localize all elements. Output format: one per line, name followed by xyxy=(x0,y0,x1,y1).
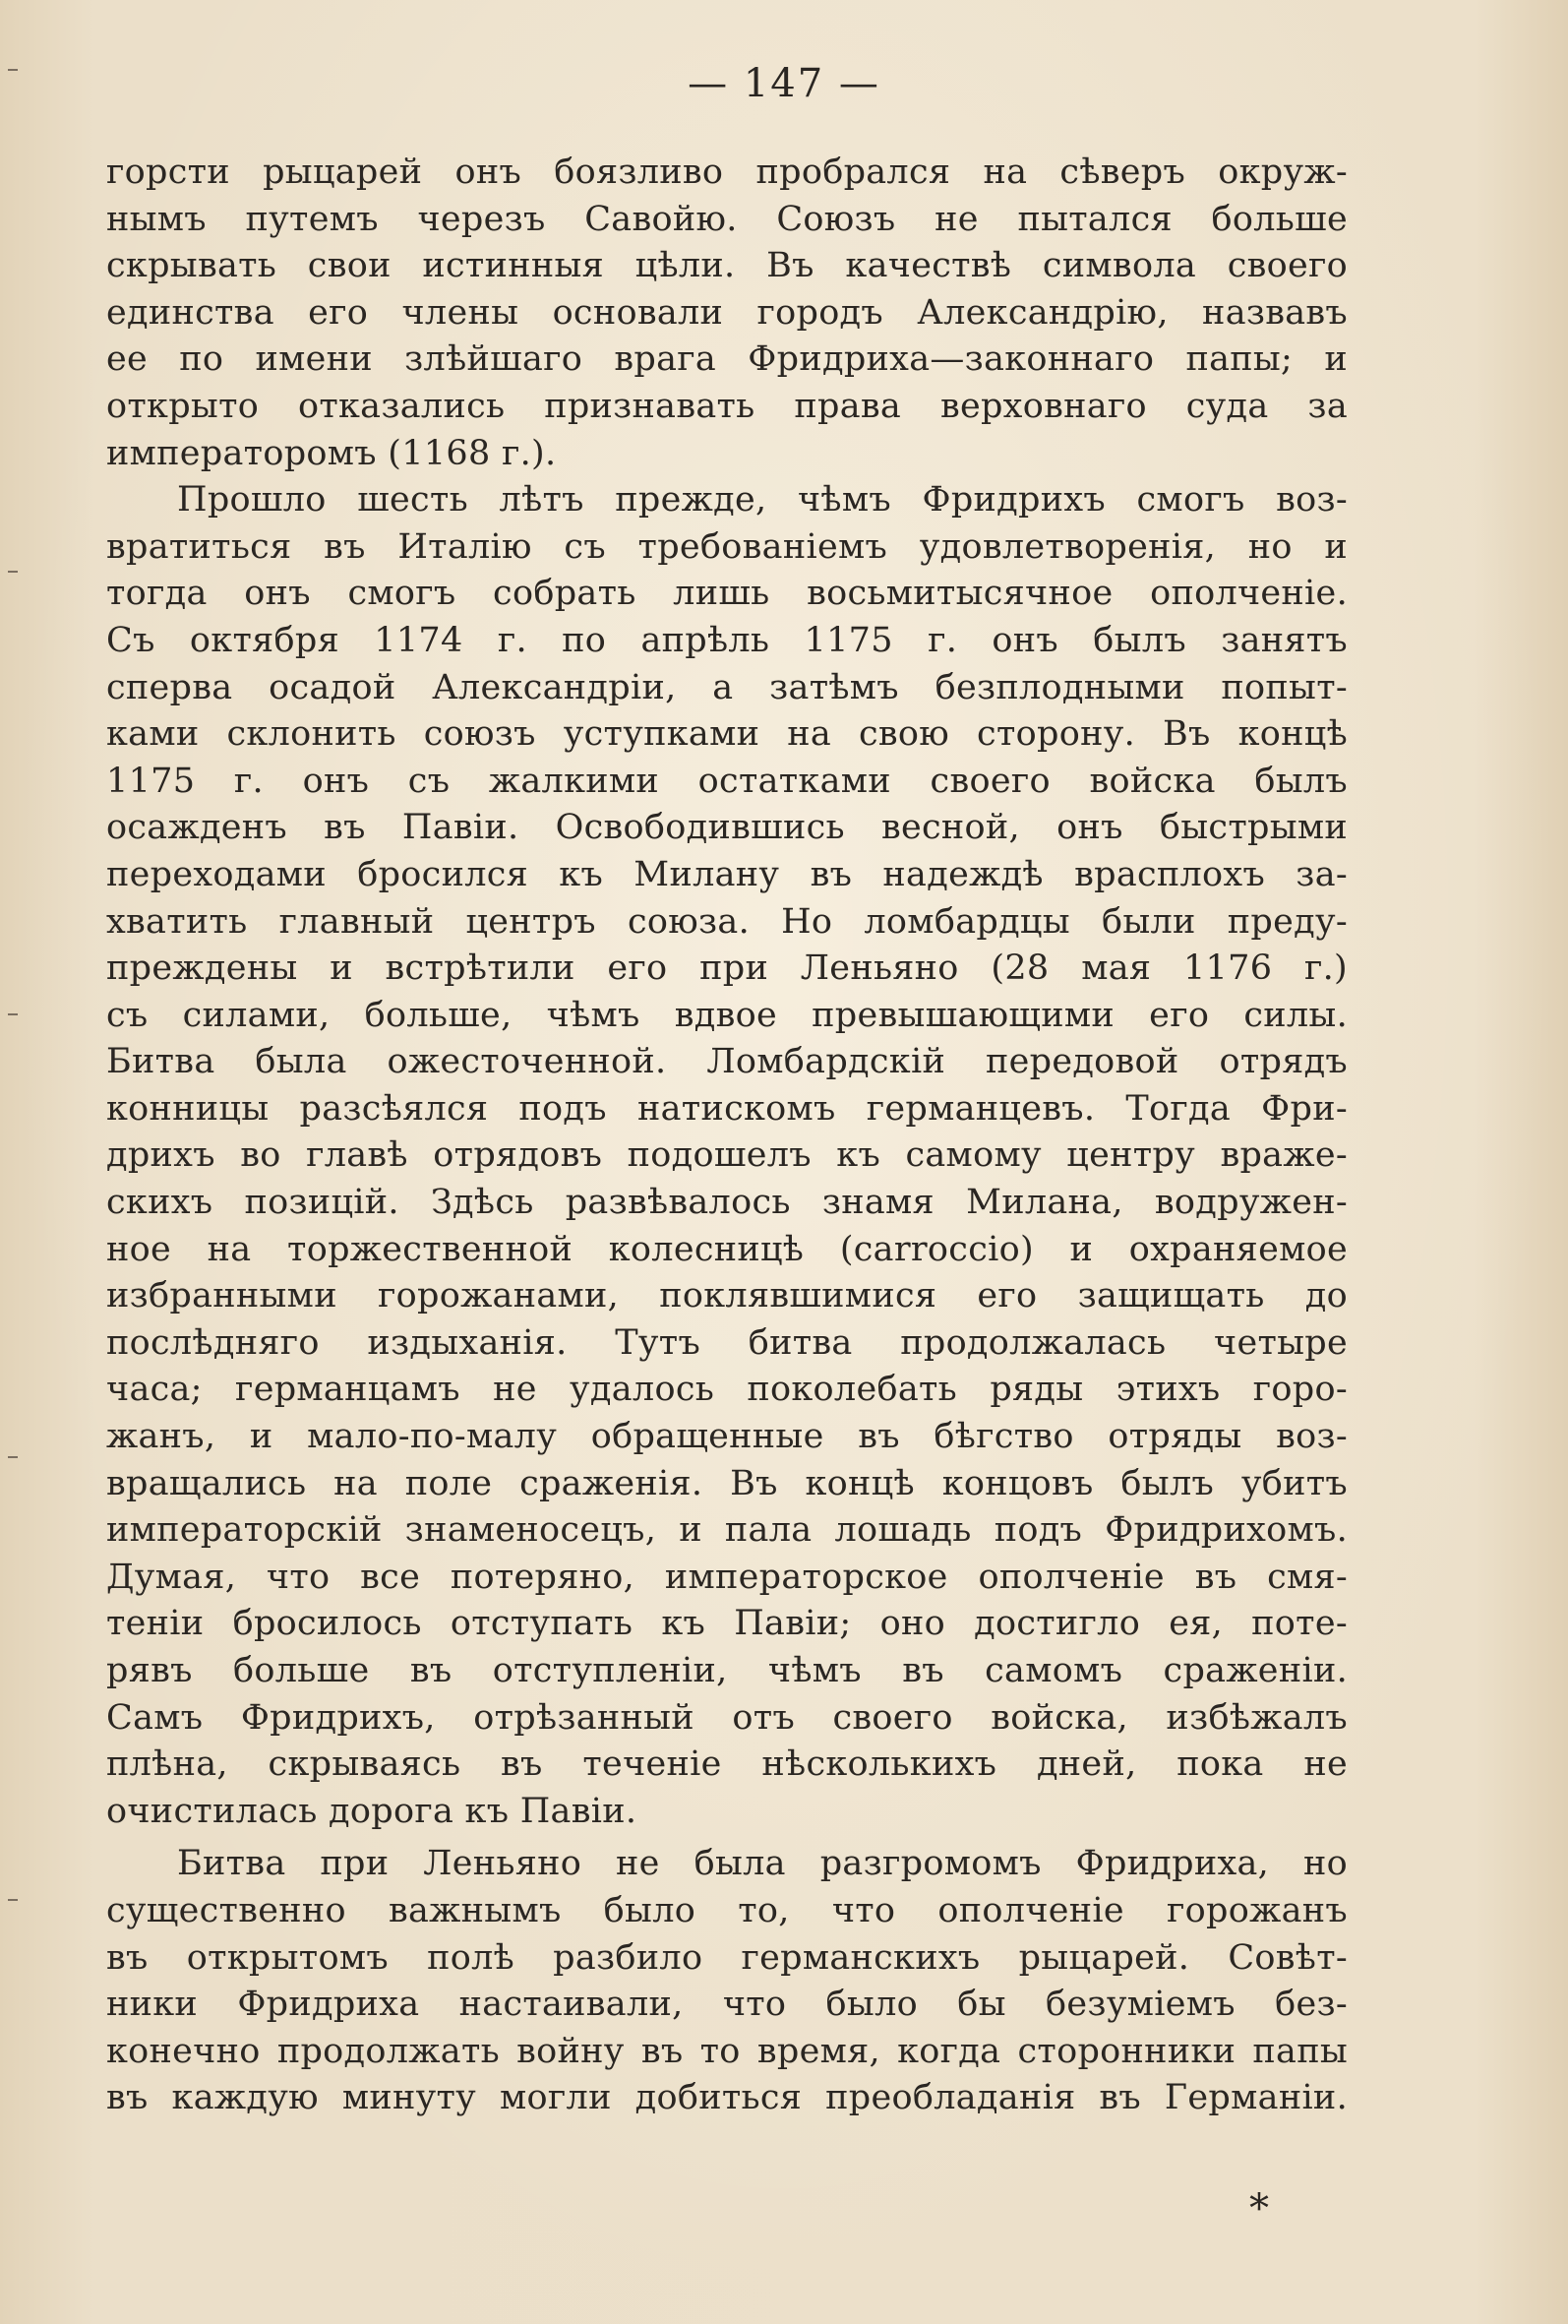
text-line: нымъ путемъ черезъ Савойю. Союзъ не пытался больше xyxy=(106,199,1348,239)
text-line: единства его члены основали городъ Александрію, назвавъ xyxy=(106,292,1348,333)
text-line: императоромъ (1168 г.). xyxy=(106,433,557,473)
text-line: вращались на поле сраженія. Въ концѣ концовъ былъ убитъ xyxy=(106,1463,1348,1503)
text-line: скихъ позицій. Здѣсь развѣвалось знамя Милана, водружен- xyxy=(106,1183,1348,1223)
text-line: осажденъ въ Павіи. Освободившись весной, онъ быстрыми xyxy=(106,808,1348,848)
text-line: Прошло шесть лѣтъ прежде, чѣмъ Фридрихъ смогъ воз- xyxy=(177,480,1348,520)
text-line: ками склонить союзъ уступками на свою сторону. Въ концѣ xyxy=(106,714,1348,755)
text-line: преждены и встрѣтили его при Леньяно (28 мая 1176 г.) xyxy=(106,948,1348,989)
text-line: теніи бросилось отступать къ Павіи; оно достигло ея, поте- xyxy=(106,1604,1348,1644)
text-line: ее по имени злѣйшаго врага Фридриха—законнаго папы; и xyxy=(106,339,1348,380)
text-line: императорскій знаменосецъ, и пала лошадь подъ Фридрихомъ. xyxy=(106,1510,1348,1551)
text-line: конечно продолжать войну въ то время, когда сторонники папы xyxy=(106,2031,1348,2071)
text-line: хватить главный центръ союза. Но ломбардцы были преду- xyxy=(106,901,1348,942)
text-line: часа; германцамъ не удалось поколебать ряды этихъ горо- xyxy=(106,1370,1348,1410)
text-line: ники Фридриха настаивали, что было бы безуміемъ без- xyxy=(106,1985,1348,2025)
text-line: горсти рыцарей онъ боязливо пробрался на сѣверъ окруж- xyxy=(106,153,1348,192)
text-line: Думая, что все потеряно, императорское ополченіе въ смя- xyxy=(106,1557,1348,1597)
text-line: существенно важнымъ было то, что ополченіе горожанъ xyxy=(106,1890,1348,1930)
text-line: очистилась дорога къ Павіи. xyxy=(106,1791,637,1831)
signature-mark: * xyxy=(1249,2186,1269,2232)
text-line: переходами бросился къ Милану въ надеждѣ врасплохъ за- xyxy=(106,854,1348,894)
text-line: конницы разсѣялся подъ натискомъ германцевъ. Тогда Фри- xyxy=(106,1088,1348,1129)
text-line: жанъ, и мало-по-малу обращенные въ бѣгство отряды воз- xyxy=(106,1417,1348,1457)
text-line: тогда онъ смогъ собрать лишь восьмитысячное ополченіе. xyxy=(106,574,1348,614)
margin-mark xyxy=(8,1899,18,1901)
text-line: послѣдняго издыханія. Тутъ битва продолжалась четыре xyxy=(106,1322,1348,1363)
text-line: рявъ больше въ отступленіи, чѣмъ въ самомъ сраженіи. xyxy=(106,1651,1348,1690)
margin-mark xyxy=(8,571,18,573)
text-line: въ открытомъ полѣ разбило германскихъ рыцарей. Совѣт- xyxy=(106,1937,1348,1978)
margin-mark xyxy=(8,1013,18,1015)
text-line: избранными горожанами, поклявшимися его защищать до xyxy=(106,1276,1348,1316)
text-line: дрихъ во главѣ отрядовъ подошелъ къ самому центру враже- xyxy=(106,1135,1348,1176)
margin-mark xyxy=(8,1456,18,1458)
text-line: Самъ Фридрихъ, отрѣзанный отъ своего войска, избѣжалъ xyxy=(106,1697,1348,1738)
text-line: Битва была ожесточенной. Ломбардскій передовой отрядъ xyxy=(106,1042,1348,1082)
text-line: Битва при Леньяно не была разгромомъ Фридриха, но xyxy=(177,1844,1348,1884)
text-line: съ силами, больше, чѣмъ вдвое превышающими его силы. xyxy=(106,995,1348,1035)
body-text xyxy=(106,150,1348,2122)
text-line: въ каждую минуту могли добиться преобладанія въ Германіи. xyxy=(106,2078,1348,2118)
text-line: вратиться въ Италію съ требованіемъ удовлетворенія, но и xyxy=(106,526,1348,567)
text-line: скрывать свои истинныя цѣли. Въ качествѣ символа своего xyxy=(106,246,1348,286)
text-line: Съ октября 1174 г. по апрѣль 1175 г. онъ былъ занятъ xyxy=(106,620,1348,660)
text-line: сперва осадой Александріи, а затѣмъ безплодными попыт- xyxy=(106,667,1348,707)
text-line: 1175 г. онъ съ жалкими остатками своего войска былъ xyxy=(106,761,1348,801)
text-line: плѣна, скрываясь въ теченіе нѣсколькихъ дней, пока не xyxy=(106,1744,1348,1785)
text-line: ное на торжественной колесницѣ (carroccio) и охраняемое xyxy=(106,1229,1348,1269)
page-number: — 147 — xyxy=(688,61,880,106)
text-line: открыто отказались признавать права верховнаго суда за xyxy=(106,386,1348,426)
